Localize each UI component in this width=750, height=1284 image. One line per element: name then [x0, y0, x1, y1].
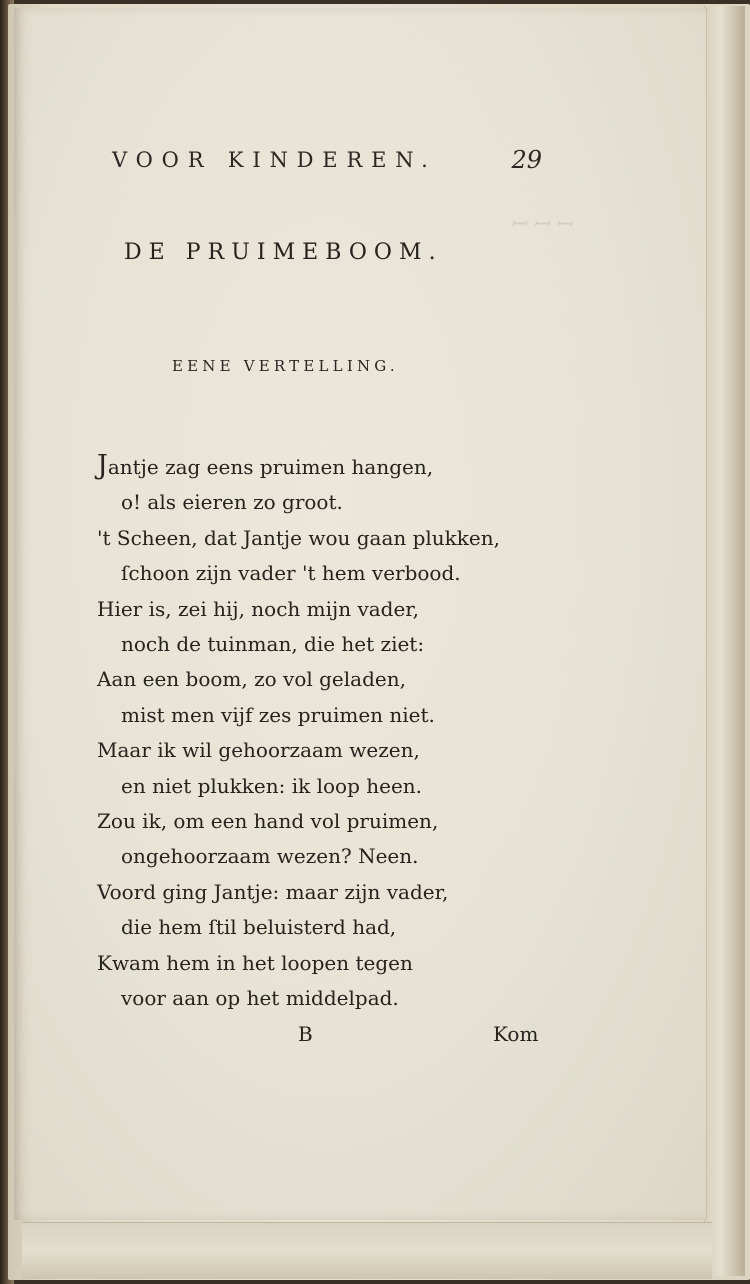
- poem-line: ongehoorzaam wezen? Neen.: [121, 844, 419, 869]
- page-number: 29: [511, 146, 542, 174]
- poem-title: DE PRUIMEBOOM.: [124, 240, 443, 265]
- show-through: ꟷ ꟷ ꟷ: [510, 212, 572, 236]
- poem-line: Maar ik wil gehoorzaam wezen,: [97, 738, 420, 763]
- poem-line: Voord ging Jantje: maar zijn vader,: [97, 879, 449, 904]
- poem-line: o! als eieren zo groot.: [121, 490, 343, 515]
- poem-line: Aan een boom, zo vol geladen,: [97, 667, 406, 692]
- poem-line: Kwam hem in het loopen tegen: [97, 950, 413, 975]
- poem-line-text: antje zag eens pruimen hangen,: [107, 455, 434, 479]
- poem-line: Zou ik, om een hand vol pruimen,: [97, 809, 439, 834]
- running-header: [112, 148, 542, 172]
- page-bottom-edge: [22, 1222, 712, 1279]
- poem-line: voor aan op het middelpad.: [121, 986, 399, 1011]
- poem-line: noch de tuinman, die het ziet:: [121, 632, 425, 657]
- running-title: VOOR KINDEREN.: [112, 148, 437, 172]
- poem-subtitle: EENE VERTELLING.: [172, 357, 399, 375]
- initial-letter: J: [97, 450, 108, 481]
- poem-line: ſchoon zijn vader 't hem verbood.: [121, 561, 461, 586]
- poem-line: die hem ſtil beluisterd had,: [121, 915, 397, 940]
- catchword: Kom: [493, 1022, 539, 1046]
- page-fore-edge: [704, 6, 745, 1276]
- poem-line: en niet plukken: ik loop heen.: [121, 773, 423, 798]
- poem-body: [97, 450, 557, 1017]
- poem-line: [97, 450, 557, 485]
- poem-line: mist men vijf zes pruimen niet.: [121, 702, 435, 727]
- signature-mark: B: [298, 1022, 313, 1046]
- poem-line: Hier is, zei hij, noch mijn vader,: [97, 596, 420, 621]
- poem-line: 't Scheen, dat Jantje wou gaan plukken,: [97, 525, 500, 550]
